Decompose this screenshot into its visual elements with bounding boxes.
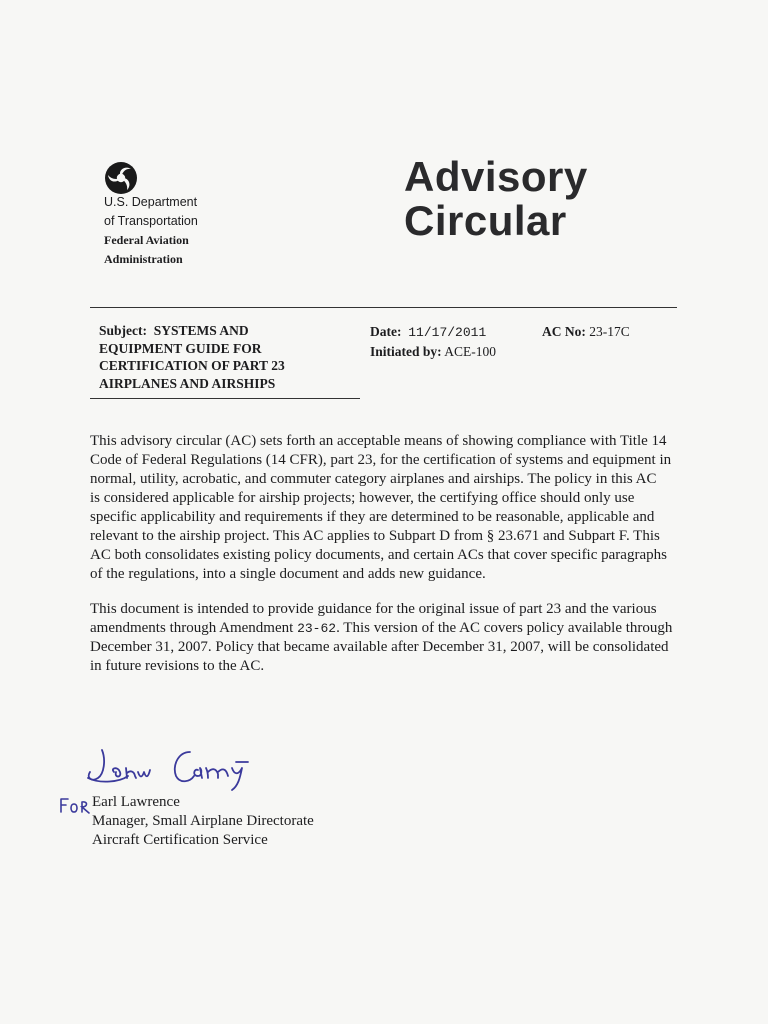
p2-line: December 31, 2007. Policy that became available after December 31, 2007, will be consolidated xyxy=(90,639,669,655)
subject-text-4: AIRPLANES AND AIRSHIPS xyxy=(99,375,276,391)
agency-block xyxy=(104,193,198,269)
date-label: Date: xyxy=(370,324,402,339)
initiated-row xyxy=(370,342,496,361)
p2-line: This document is intended to provide guidance for the original issue of part 23 and the various xyxy=(90,601,657,617)
initiated-label: Initiated by: xyxy=(370,344,442,359)
amendment-number: 23-62 xyxy=(297,621,337,636)
subject-text-1: SYSTEMS AND xyxy=(153,323,249,338)
subject-text-2: EQUIPMENT GUIDE FOR xyxy=(99,340,262,356)
subject-block xyxy=(99,322,359,392)
title-line-2: Circular xyxy=(404,197,567,244)
p2-text: . This version of the AC covers policy available through xyxy=(336,620,673,636)
title-line-1: Advisory xyxy=(404,153,588,200)
agency-line-3: Federal Aviation xyxy=(104,233,189,247)
for-mark-handwritten xyxy=(57,794,93,816)
signer-name: Earl Lawrence xyxy=(92,794,180,810)
p2-line-amendment xyxy=(90,619,690,638)
ac-number xyxy=(542,322,630,341)
dot-triskelion-logo-icon xyxy=(104,161,138,195)
date-value: 11/17/2011 xyxy=(408,325,487,340)
signer-office: Aircraft Certification Service xyxy=(92,832,268,848)
subject-label: Subject: xyxy=(99,323,147,338)
date-block xyxy=(370,322,496,361)
header-divider xyxy=(90,307,677,308)
subject-line-1 xyxy=(99,322,359,340)
acno-label: AC No: xyxy=(542,324,586,339)
agency-line-4: Administration xyxy=(104,252,183,266)
date-row xyxy=(370,322,496,342)
p1-line: Code of Federal Regulations (14 CFR), part 23, for the certification of systems and equipment in xyxy=(90,452,672,468)
p1-line: relevant to the airship project. This AC applies to Subpart D from § 23.671 and Subpart F. This xyxy=(90,528,660,544)
initiated-value: ACE-100 xyxy=(444,344,497,359)
paragraph-2 xyxy=(90,600,690,676)
p1-line: of the regulations, into a single document and adds new guidance. xyxy=(90,566,486,582)
agency-line-2: of Transportation xyxy=(104,214,198,228)
paragraph-1 xyxy=(90,432,690,584)
p1-line: This advisory circular (AC) sets forth an acceptable means of showing compliance with Title 14 xyxy=(90,433,667,449)
handwritten-signature xyxy=(80,738,280,794)
document-title xyxy=(404,155,588,243)
subject-text-3: CERTIFICATION OF PART 23 xyxy=(99,358,285,373)
p2-line: in future revisions to the AC. xyxy=(90,658,265,674)
signer-title: Manager, Small Airplane Directorate xyxy=(92,813,314,829)
p1-line: AC both consolidates existing policy documents, and certain ACs that cover specific paragraphs xyxy=(90,547,667,563)
p1-line: is considered applicable for airship projects; however, the certifying office should only use xyxy=(90,490,635,506)
p1-line: normal, utility, acrobatic, and commuter category airplanes and airships. The policy in this AC xyxy=(90,471,657,487)
acno-value: 23-17C xyxy=(589,324,630,339)
subject-underline xyxy=(90,398,360,399)
signer-block xyxy=(92,793,314,850)
agency-line-1: U.S. Department xyxy=(104,195,198,209)
p1-line: specific applicability and requirements if they are determined to be reasonable, applicable and xyxy=(90,509,655,525)
p2-text: amendments through Amendment xyxy=(90,620,298,636)
